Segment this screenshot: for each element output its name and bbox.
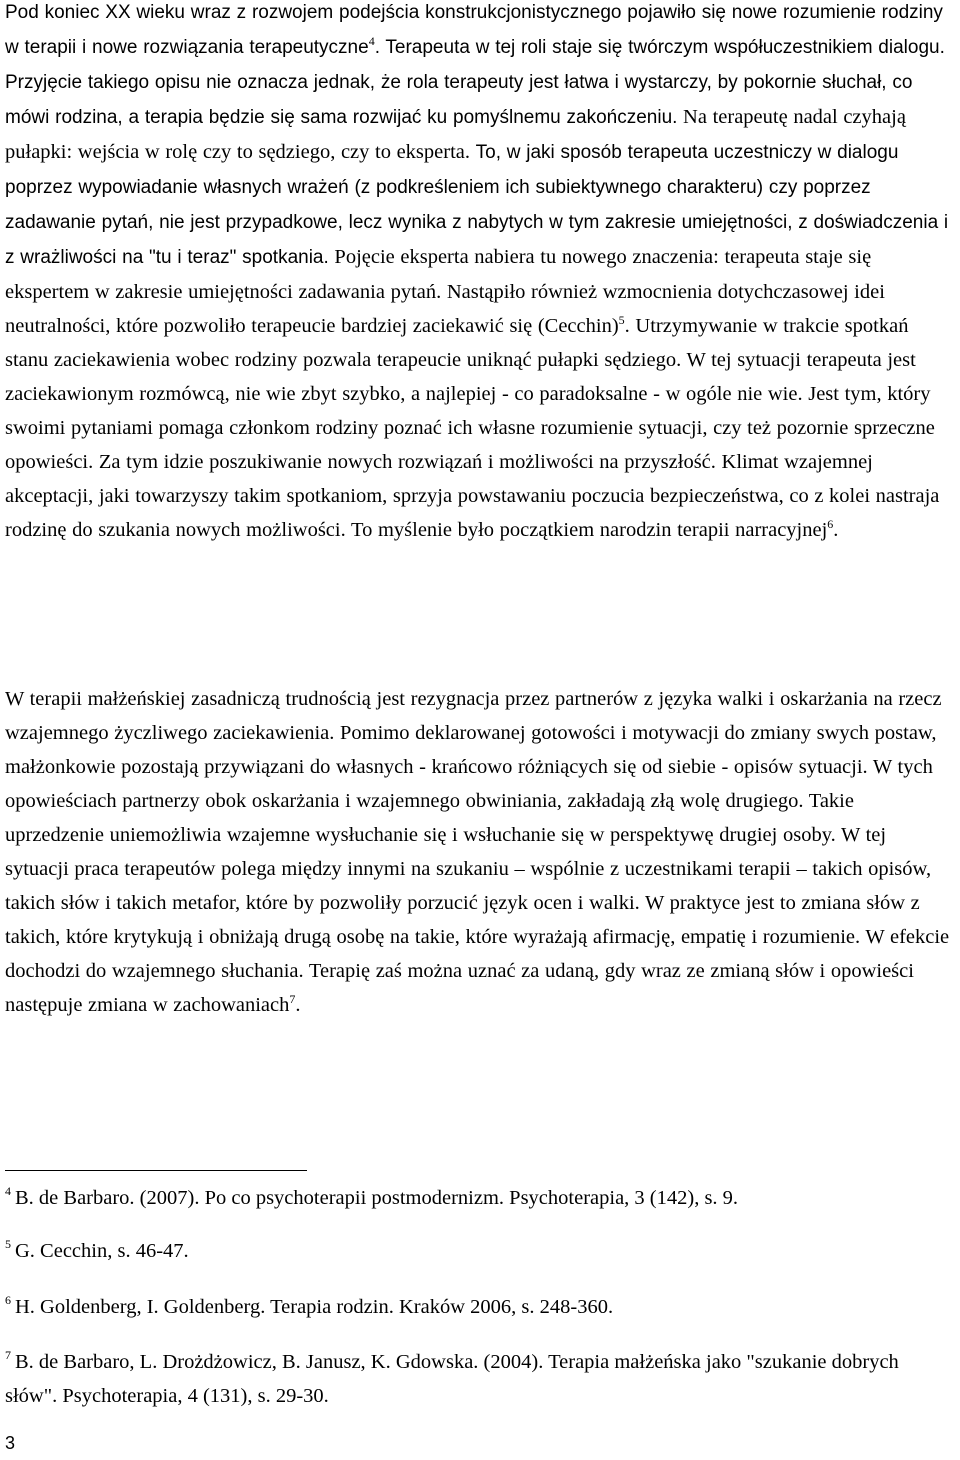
footnote-4-number: 4 bbox=[5, 1184, 11, 1198]
paragraph-2 bbox=[5, 682, 955, 1022]
paragraph-1-segment-6: . Utrzymywanie w trakcie spotkań stanu zaciekawienia wobec rodziny pozwala terapeucie uniknąć pułapki sędziego. W tej sytuacji terapeuta jest zaciekawionym rozmówcą, nie wie zbyt szybko, a najlepiej - co paradoksalne - w ogóle nie wie. Jest tym, który swoimi pytaniami pomaga członkom rodziny poznać ich własne rozumienie sytuacji, czy też pozornie sprzeczne opowieści. Za tym idzie poszukiwanie nowych rozwiązań i możliwości na przyszłość. Klimat wzajemnej akceptacji, jaki towarzyszy takim spotkaniom, sprzyja powstawaniu poczucia bezpieczeństwa, co z kolei nastraja rodzinę do szukania nowych możliwości. To myślenie było początkiem narodzin terapii narracyjnej bbox=[5, 315, 940, 541]
paragraph-1-segment-3: Na terapeutę nadal czyhają pułapki: wejścia w rolę czy to sędziego, czy to eksperta. bbox=[5, 106, 906, 163]
footnote-7-number: 7 bbox=[5, 1348, 11, 1362]
page-number: 3 bbox=[5, 1433, 16, 1453]
paragraph-2-text: W terapii małżeńskiej zasadniczą trudnością jest rezygnacja przez partnerów z języka walki i oskarżania na rzecz wzajemnego życzliwego zaciekawienia. Pomimo deklarowanej gotowości i motywacji do zmiany swych postaw, małżonkowie pozostają przywiązani do własnych - krańcowo różniących się od siebie - opisów sytuacji. W tych opowieściach partnerzy obok oskarżania i wzajemnego obwiniania, zakładają złą wolę drugiego. Takie uprzedzenie uniemożliwia wzajemne wysłuchanie się i wsłuchanie się w perspektywę drugiej osoby. W tej sytuacji praca terapeutów polega między innymi na szukaniu – wspólnie z uczestnikami terapii – takich opisów, takich słów i takich metafor, które by pozwoliły porzucić język ocen i walki. W praktyce jest to zmiana słów z takich, które krytykują i obniżają drugą osobę na takie, które wyrażają afirmację, empatię i rozumienie. W efekcie dochodzi do wzajemnego słuchania. Terapię zaś można uznać za udaną, gdy wraz ze zmianą słów i opowieści następuje zmiana w zachowaniach bbox=[5, 688, 950, 1016]
paragraph-1-segment-2: . Terapeuta w tej roli staje się twórczym współuczestnikiem dialogu. Przyjęcie takiego opisu nie oznacza jednak, że rola terapeuty jest łatwa i wystarczy, by pokornie słuchał, co mówi rodzina, a terapia będzie się sama rozwijać ku pomyślnemu zakończeniu. bbox=[5, 37, 945, 128]
footnote-6-number: 6 bbox=[5, 1293, 11, 1307]
footnote-ref-7: 7 bbox=[289, 992, 296, 1006]
footnote-5-text: G. Cecchin, s. 46-47. bbox=[15, 1240, 189, 1262]
footnote-4-text: B. de Barbaro. (2007). Po co psychoterapii postmodernizm. Psychoterapia, 3 (142), s. 9. bbox=[15, 1187, 739, 1209]
paragraph-1 bbox=[5, 0, 955, 547]
footnote-separator bbox=[5, 1170, 307, 1171]
footnote-5 bbox=[5, 1234, 955, 1268]
footnote-7-text: B. de Barbaro, L. Drożdżowicz, B. Janusz, K. Gdowska. (2004). Terapia małżeńska jako "szukanie dobrych słów". Psychoterapia, 4 (131), s. 29-30. bbox=[5, 1351, 899, 1407]
paragraph-2-end: . bbox=[295, 994, 301, 1016]
footnote-7 bbox=[5, 1345, 955, 1413]
paragraph-1-segment-1: Pod koniec XX wieku wraz z rozwojem podejścia konstrukcjonistycznego pojawiło się nowe rozumienie rodziny w terapii i nowe rozwiązania terapeutyczne bbox=[5, 2, 943, 58]
paragraph-1-segment-4: To, w jaki sposób terapeuta uczestniczy w dialogu poprzez wypowiadanie własnych wrażeń (z podkreśleniem ich subiektywnego charakteru) czy poprzez zadawanie pytań, nie jest przypadkowe, lecz wynika z nabytych w tym zakresie umiejętności, z doświadczenia i z wrażliwości na "tu i teraz" spotkania. bbox=[5, 142, 949, 268]
paragraph-1-segment-7: . bbox=[833, 519, 839, 541]
paragraph-1-segment-5: Pojęcie eksperta nabiera tu nowego znaczenia: terapeuta staje się ekspertem w zakresie umiejętności zadawania pytań. Nastąpiło również wzmocnienia dotychczasowej idei neutralności, które pozwoliło terapeucie bardziej zaciekawić się (Cecchin) bbox=[5, 246, 885, 337]
footnote-ref-4: 4 bbox=[368, 34, 375, 48]
footnote-6-text: H. Goldenberg, I. Goldenberg. Terapia rodzin. Kraków 2006, s. 248-360. bbox=[15, 1296, 614, 1318]
footnote-ref-6: 6 bbox=[827, 517, 834, 531]
footnote-ref-5: 5 bbox=[618, 313, 625, 327]
footnote-4 bbox=[5, 1181, 955, 1215]
footnote-6 bbox=[5, 1290, 955, 1324]
footnote-5-number: 5 bbox=[5, 1237, 11, 1251]
